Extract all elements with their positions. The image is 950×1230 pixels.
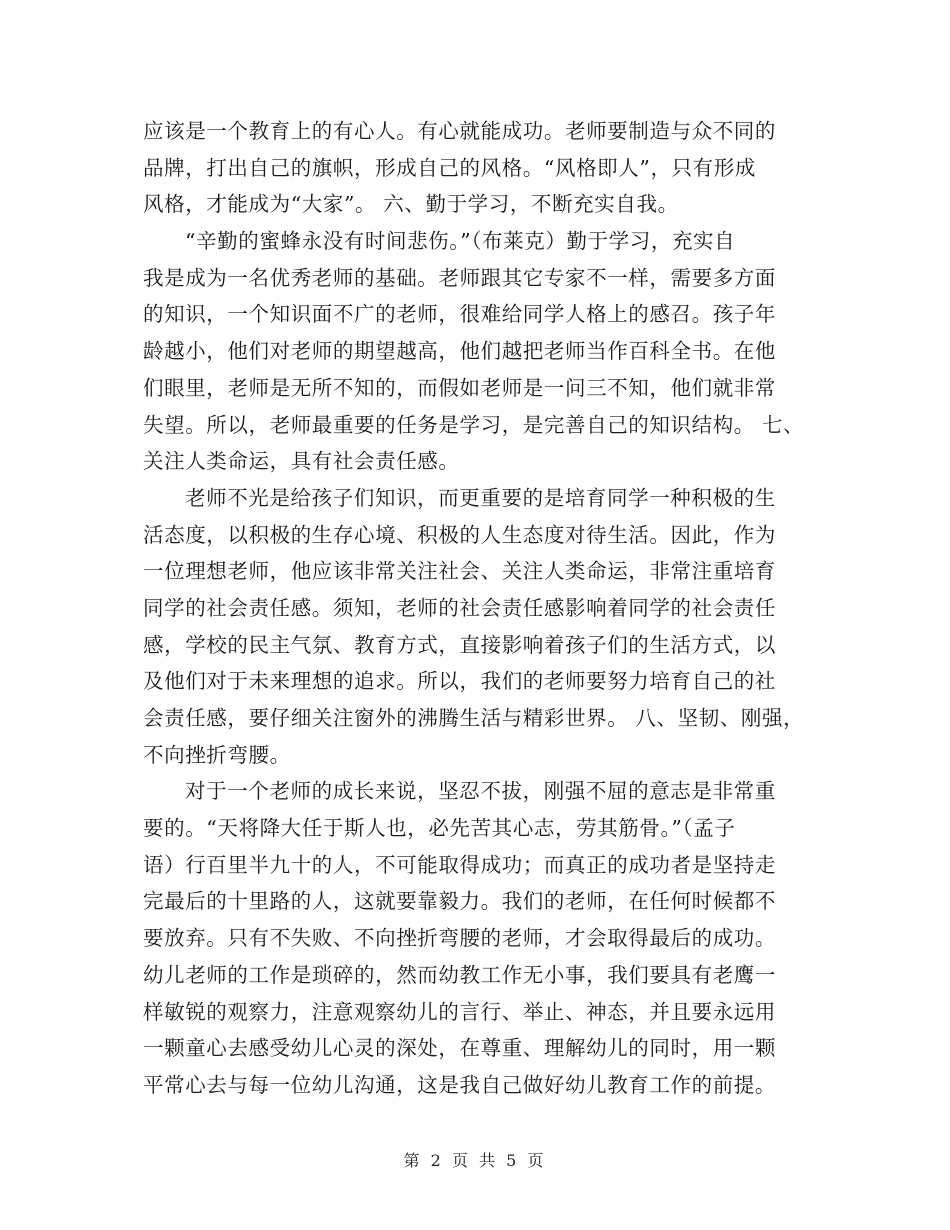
text-line: 风格，才能成为“大家”。 六、勤于学习，不断充实自我。 (143, 192, 679, 217)
text-line: 要放弃。只有不失败、不向挫折弯腰的老师，才会取得最后的成功。 (143, 926, 776, 951)
text-line: 及他们对于未来理想的追求。所以，我们的老师要努力培育自己的社 (143, 669, 776, 694)
text-line: 要的。“天将降大任于斯人也，必先苦其心志，劳其筋骨。”（孟子 (143, 816, 736, 841)
text-line: “辛勤的蜜蜂永没有时间悲伤。”（布莱克）勤于学习，充实自 (185, 229, 736, 254)
text-line: 们眼里，老师是无所不知的，而假如老师是一问三不知，他们就非常 (143, 375, 776, 400)
text-line: 关注人类命运，具有社会责任感。 (143, 449, 460, 474)
text-line: 会责任感，要仔细关注窗外的沸腾生活与精彩世界。 八、坚韧、刚强， (143, 706, 805, 730)
text-line: 品牌，打出自己的旗帜，形成自己的风格。“风格即人”，只有形成 (143, 155, 756, 180)
text-line: 感，学校的民主气氛、教育方式，直接影响着孩子们的生活方式，以 (143, 632, 776, 657)
text-line: 不向挫折弯腰。 (143, 742, 291, 767)
text-line: 对于一个老师的成长来说，坚忍不拔，刚强不屈的意志是非常重 (185, 779, 776, 804)
text-line: 完最后的十里路的人，这就要靠毅力。我们的老师，在任何时候都不 (143, 889, 776, 914)
text-line: 平常心去与每一位幼儿沟通，这是我自己做好幼儿教育工作的前提。 (143, 1072, 776, 1097)
text-line: 同学的社会责任感。须知，老师的社会责任感影响着同学的社会责任 (143, 595, 776, 620)
text-line: 幼儿老师的工作是琐碎的，然而幼教工作无小事，我们要具有老鹰一 (143, 962, 776, 987)
text-line: 一位理想老师，他应该非常关注社会、关注人类命运，非常注重培育 (143, 559, 776, 584)
text-line: 样敏锐的观察力，注意观察幼儿的言行、举止、神态，并且要永远用 (143, 999, 776, 1024)
text-line: 语）行百里半九十的人，不可能取得成功；而真正的成功者是坚持走 (143, 852, 776, 877)
text-line: 我是成为一名优秀老师的基础。老师跟其它专家不一样，需要多方面 (143, 265, 776, 290)
text-line: 应该是一个教育上的有心人。有心就能成功。老师要制造与众不同的 (143, 119, 776, 143)
page-number-footer: 第 2 页 共 5 页 (403, 1151, 547, 1170)
body-text (143, 113, 833, 1104)
text-line: 的知识，一个知识面不广的老师，很难给同学人格上的感召。孩子年 (143, 302, 776, 327)
text-line: 失望。所以，老师最重要的任务是学习，是完善自己的知识结构。 七、 (143, 412, 805, 437)
text-line: 龄越小，他们对老师的期望越高，他们越把老师当作百科全书。在他 (143, 339, 776, 364)
text-line: 活态度，以积极的生存心境、积极的人生态度对待生活。因此，作为 (143, 522, 776, 547)
text-line: 一颗童心去感受幼儿心灵的深处，在尊重、理解幼儿的同时，用一颗 (143, 1036, 776, 1061)
text-line: 老师不光是给孩子们知识，而更重要的是培育同学一种积极的生 (185, 485, 776, 510)
